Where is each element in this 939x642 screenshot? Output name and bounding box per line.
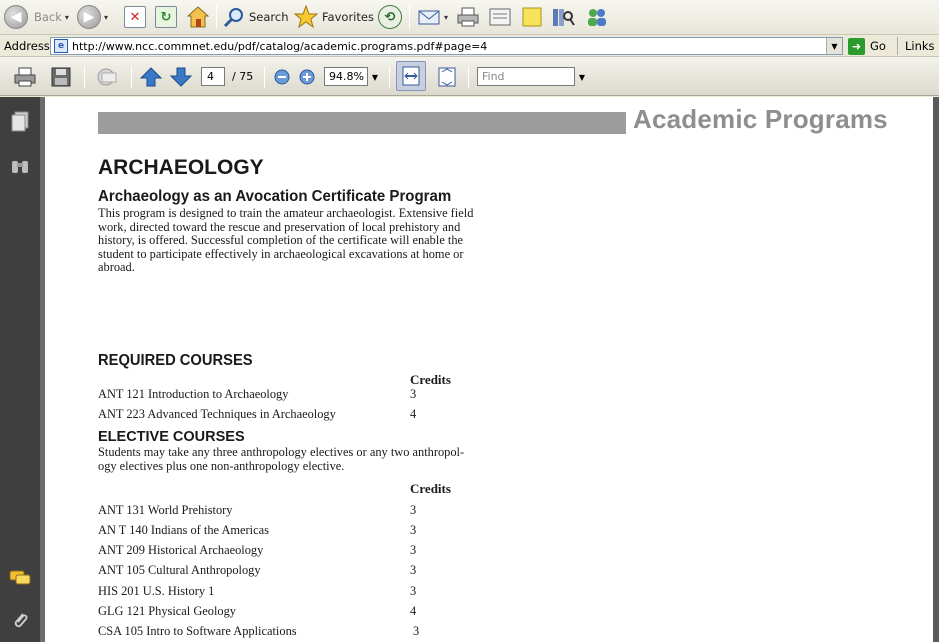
course-row	[98, 387, 478, 403]
fit-width-icon	[400, 65, 422, 87]
printer-icon	[456, 6, 480, 28]
program-description	[98, 207, 490, 275]
elective-courses-heading: ELECTIVE COURSES	[98, 429, 245, 445]
print-button[interactable]	[456, 3, 480, 31]
course-row	[98, 543, 478, 559]
back-label: Back	[34, 10, 62, 24]
description-line: This program is designed to train the amateur archaeologist. Extensive field	[98, 206, 474, 220]
course-row	[98, 604, 478, 620]
research-icon	[551, 6, 575, 28]
search-button[interactable]	[223, 3, 289, 31]
navigation-pane	[0, 97, 40, 642]
pdf-print-button[interactable]	[11, 64, 39, 90]
course-name: GLG 121 Physical Geology	[98, 604, 237, 618]
research-button[interactable]	[551, 3, 575, 31]
fit-width-button[interactable]	[396, 61, 426, 91]
previous-page-button[interactable]	[138, 64, 164, 90]
page-number-input[interactable]: 4	[201, 67, 225, 86]
description-line: work, directed toward the rescue and preservation of local prehistory and	[98, 219, 461, 234]
fit-page-button[interactable]	[434, 64, 460, 90]
go-label: Go	[870, 39, 886, 53]
credits-header: Credits	[410, 372, 451, 387]
fit-page-icon	[436, 66, 458, 88]
back-arrow-icon: ◀	[4, 5, 28, 29]
course-row	[98, 563, 478, 579]
course-row	[98, 503, 478, 519]
refresh-icon: ↻	[155, 6, 177, 28]
course-name: HIS 201 U.S. History 1	[98, 584, 215, 598]
address-bar	[0, 35, 939, 57]
pdf-save-button[interactable]	[47, 64, 75, 90]
course-row	[98, 624, 478, 640]
forward-button[interactable]	[77, 3, 108, 31]
save-disk-icon	[50, 66, 72, 88]
printer-icon	[13, 66, 37, 88]
course-name: CSA 105 Intro to Software Applications	[98, 624, 297, 638]
zoom-out-icon	[273, 68, 291, 86]
next-page-button[interactable]	[168, 64, 194, 90]
address-url[interactable]: http://www.ncc.commnet.edu/pdf/catalog/academic.programs.pdf#page=4	[72, 39, 488, 53]
home-button[interactable]	[186, 3, 210, 31]
elective-note-line: ogy electives plus one non-anthropology elective.	[98, 458, 345, 473]
course-row	[98, 523, 478, 539]
course-credits: 4	[410, 407, 417, 421]
mail-icon	[417, 6, 441, 28]
course-name: ANT 209 Historical Archaeology	[98, 543, 264, 557]
find-input[interactable]: Find	[477, 67, 575, 86]
pdf-email-button[interactable]	[92, 64, 122, 90]
messenger-icon	[584, 6, 610, 28]
stop-button[interactable]	[124, 3, 146, 31]
favorites-button[interactable]	[294, 3, 374, 31]
mail-button[interactable]	[417, 3, 448, 31]
description-line: student to participate effectively in archaeological excavations at home or	[98, 246, 464, 261]
elective-note	[98, 446, 490, 473]
home-icon	[186, 5, 210, 29]
course-name: ANT 121 Introduction to Archaeology	[98, 387, 289, 401]
zoom-level-input[interactable]: 94.8%	[324, 67, 368, 86]
course-name: ANT 131 World Prehistory	[98, 503, 233, 517]
edit-document-icon	[488, 6, 512, 28]
credits-header: Credits	[410, 481, 451, 496]
links-button[interactable]: Links	[905, 39, 935, 53]
comments-icon[interactable]	[9, 567, 31, 589]
description-line: history, is offered. Successful completion of the certificate will enable the	[98, 233, 464, 248]
mail-dropdown-icon[interactable]: ▾	[444, 12, 449, 22]
stop-icon: ✕	[124, 6, 146, 28]
banner-bar	[98, 112, 626, 134]
page-total-label: / 75	[232, 70, 254, 83]
go-button[interactable]	[848, 37, 886, 55]
course-credits: 3	[410, 563, 417, 577]
edit-button[interactable]	[488, 3, 512, 31]
refresh-button[interactable]	[155, 3, 177, 31]
history-icon: ⟲	[378, 5, 402, 29]
favorites-label: Favorites	[322, 10, 374, 24]
course-credits: 3	[410, 503, 417, 517]
messenger-button[interactable]	[584, 3, 610, 31]
binoculars-icon[interactable]	[9, 155, 31, 177]
back-button[interactable]	[4, 3, 69, 31]
history-button[interactable]	[378, 3, 402, 31]
address-dropdown-icon[interactable]: ▼	[826, 38, 842, 54]
forward-dropdown-icon[interactable]: ▾	[104, 12, 109, 22]
course-credits: 3	[410, 387, 417, 401]
page-icon: e	[54, 39, 68, 53]
find-dropdown-icon[interactable]: ▼	[578, 72, 586, 82]
sticky-note-icon	[520, 6, 544, 28]
course-row	[98, 584, 478, 600]
zoom-in-button[interactable]	[296, 64, 318, 90]
description-line: abroad.	[98, 260, 135, 275]
department-heading: ARCHAEOLOGY	[98, 156, 264, 179]
forward-arrow-icon: ▶	[77, 5, 101, 29]
zoom-in-icon	[298, 68, 316, 86]
course-credits: 3	[410, 584, 417, 598]
zoom-dropdown-icon[interactable]: ▼	[371, 72, 379, 82]
notes-button[interactable]	[520, 3, 544, 31]
course-credits: 4	[410, 604, 417, 618]
course-row	[98, 407, 478, 423]
window-edge	[933, 97, 939, 642]
course-name: AN T 140 Indians of the Americas	[98, 523, 269, 537]
ie-command-bar	[0, 0, 939, 35]
course-credits: 3	[410, 523, 417, 537]
email-icon	[94, 66, 120, 88]
search-label: Search	[249, 10, 289, 24]
elective-note-line: Students may take any three anthropology electives or any two anthropol-	[98, 445, 465, 459]
pdf-document-page	[45, 97, 933, 642]
course-credits: 3	[413, 624, 420, 638]
address-label: Address	[4, 39, 50, 53]
arrow-down-icon	[170, 66, 192, 88]
arrow-up-icon	[140, 66, 162, 88]
go-arrow-icon: ➜	[848, 38, 865, 55]
course-name: ANT 105 Cultural Anthropology	[98, 563, 261, 577]
banner-title: Academic Programs	[633, 104, 888, 134]
address-input[interactable]	[50, 37, 843, 55]
program-title: Archaeology as an Avocation Certificate Program	[98, 188, 452, 205]
course-name: ANT 223 Advanced Techniques in Archaeology	[98, 407, 336, 421]
pages-panel-icon[interactable]	[9, 111, 31, 133]
pdf-toolbar	[0, 57, 939, 96]
attachment-paperclip-icon[interactable]	[9, 609, 31, 631]
required-courses-heading: REQUIRED COURSES	[98, 352, 253, 369]
search-icon	[223, 6, 245, 28]
course-credits: 3	[410, 543, 417, 557]
star-icon	[294, 5, 318, 29]
back-dropdown-icon[interactable]: ▾	[64, 12, 69, 22]
zoom-out-button[interactable]	[271, 64, 293, 90]
